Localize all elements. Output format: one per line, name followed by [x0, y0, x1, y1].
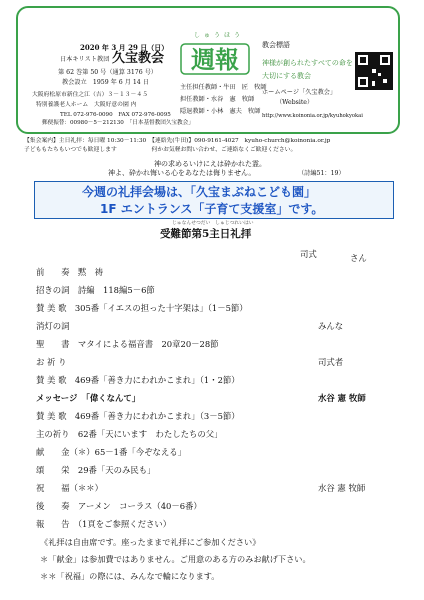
note-seating: 《礼拝は自由席です。座ったままで礼拝にご参加ください》 — [40, 537, 261, 547]
liturgy-line: 招きの詞 詩編 118編5－6節 — [36, 285, 155, 295]
liturgy-line: メッセージ 「偉くなんて」 — [36, 393, 141, 403]
liturgy-line: お 祈 り — [36, 357, 67, 367]
liturgy-line: 前 奏 黙 祷 — [36, 267, 103, 277]
home-address: 特別養護老人ホーム 大阪好意の園 内 — [36, 102, 137, 108]
liturgy-line: 主の祈り 62番「天にいます わたしたちの父」 — [36, 429, 223, 439]
liturgy-line: 賛 美 歌 469番「善き力にわれかこまれ」（1・2節） — [36, 375, 240, 385]
note-blessing: ＊＊「祝福」の際には、みんなで輪になります。 — [40, 571, 220, 581]
church-name: 久宝教会 — [112, 51, 165, 66]
weekly-title: 週報 — [191, 46, 239, 74]
officiant-label: 司式 — [300, 249, 317, 259]
service-title: 受難節第5主日礼拝 — [160, 228, 252, 240]
qr-code-icon[interactable] — [355, 52, 393, 90]
weekly-logo — [180, 43, 250, 75]
weekly-ruby: しゅうほう — [194, 32, 245, 39]
liturgy-line-right: 水谷 憲 牧師 — [318, 393, 366, 403]
note-offering: ＊「献金」は参加費ではありません。ご用意のある方のみお献げ下さい。 — [40, 554, 311, 564]
homepage-url[interactable]: http://www.koinonia.or.jp/kyuhokyokai — [262, 113, 363, 119]
homepage-sub: （Website） — [276, 99, 314, 106]
scripture-line-2: 神よ、砕かれ悔いる心をあなたは侮りません。 — [108, 169, 256, 177]
tel-fax: TEL 072-976-0090 FAX 072-976-0095 — [60, 112, 171, 118]
liturgy-line: 祝 福（＊＊） — [36, 483, 103, 493]
date: 2020 年 3 月 29 日（日） — [80, 43, 169, 52]
liturgy-line-right: 水谷 憲 牧師 — [318, 483, 366, 493]
motto-label: 教会標語 — [262, 41, 290, 49]
liturgy-line: 賛 美 歌 305番「イエスの担った十字架は」（1－5節） — [36, 303, 248, 313]
children-welcome: 子どももたちもいつでも歓迎します 何かお気軽お問い合わせ、ご連絡なくご歓迎ください。 — [24, 147, 297, 153]
pastor-2: 担任教師・水谷 憲 牧師 — [180, 96, 255, 103]
liturgy-line: 報 告 （1頁をご参照ください） — [36, 519, 172, 529]
liturgy-line: 献 金（＊）65－1番「今ぞなえる」 — [36, 447, 186, 457]
liturgy-line: 賛 美 歌 469番「善き力にわれかこまれ」（3－5節） — [36, 411, 240, 421]
pastor-1: 主任担任教師・牛田 匠 牧師 — [180, 84, 267, 91]
liturgy-line-right: 司式者 — [318, 357, 344, 367]
liturgy-line-right: みんな — [318, 321, 344, 331]
postal-transfer: 郵便振替：00980－5－212130 「日本基督教団久宝教会」 — [42, 120, 194, 126]
liturgy-line: 聖 書 マタイによる福音書 20章20－28節 — [36, 339, 219, 349]
pastor-3: 隠退教師・小林 憲夫 牧師 — [180, 108, 261, 115]
motto-line-2: 大切にする教会 — [262, 72, 311, 80]
service-title-ruby: じゅなんせつだい しゅじつれいはい — [172, 221, 254, 226]
liturgy-line: 消灯の詞 — [36, 321, 70, 331]
meeting-info: 【集会案内】主日礼拝：毎日曜 10:30－11:30 【連絡先(牛田)】090-9161-4027 kyuho-church@koinonia.or.jp — [24, 138, 331, 144]
liturgy-line: 後 奏 アーメン コーラス（40－6番） — [36, 501, 202, 511]
banner-line-2: 1F エントランス「子育て支援室」です。 — [100, 202, 324, 216]
scripture-line-1: 神の求めるいけにえは砕かれた霊。 — [154, 160, 266, 168]
homepage-label: ホームページ「久宝教会」 — [262, 89, 337, 96]
banner-line-1: 今週の礼拝会場は、「久宝まぶねこども園」 — [82, 185, 317, 199]
scripture-reference: （詩編51：19） — [298, 170, 345, 177]
denomination: 日本キリスト教団 — [60, 56, 110, 63]
liturgy-line: 頌 栄 29番「天のみ民も」 — [36, 465, 156, 475]
motto-line-1: 神様が創られたすべての命を — [262, 59, 353, 67]
record-number: 第 62 巻第 50 号（通算 3176 号） — [58, 69, 157, 76]
officiant-name: さん — [350, 253, 367, 263]
address: 大阪府松原市新住之江（吉）３－１３－４５ — [32, 92, 148, 98]
founded-date: 教会設立 1959 年 6 月 14 日 — [62, 79, 149, 86]
